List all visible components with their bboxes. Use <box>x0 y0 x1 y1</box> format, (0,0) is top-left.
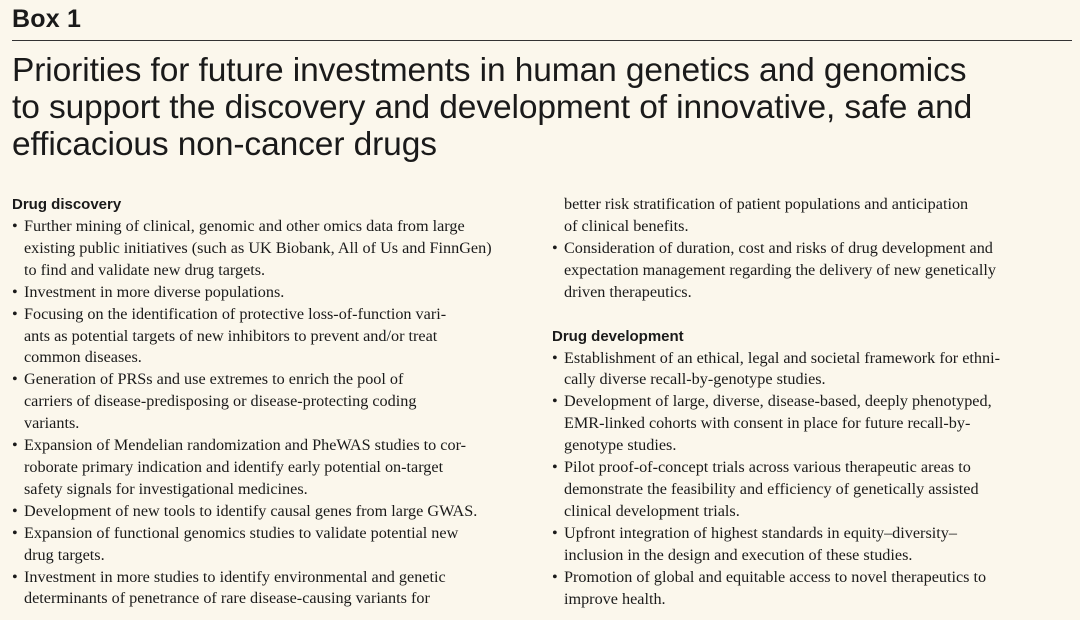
list-item <box>552 457 1074 523</box>
list-item-line: determinants of penetrance of rare disease-causing variants for <box>24 589 430 608</box>
list-item-line: Expansion of functional genomics studies to validate potential new <box>24 523 459 542</box>
bullet-marker: • <box>552 348 558 367</box>
list-item-line: ants as potential targets of new inhibitors to prevent and/or treat <box>24 326 438 345</box>
list-item <box>552 238 1074 304</box>
list-item-line: common diseases. <box>24 348 142 367</box>
list-item-line: driven therapeutics. <box>564 282 692 301</box>
right-column <box>552 194 1074 610</box>
list-item-line: variants. <box>24 414 80 433</box>
list-item-line: Development of new tools to identify causal genes from large GWAS. <box>24 501 478 520</box>
list-item-line: Promotion of global and equitable access to novel therapeutics to <box>564 567 987 586</box>
list-item-line: safety signals for investigational medicines. <box>24 479 308 498</box>
list-item-line: clinical development trials. <box>564 501 740 520</box>
list-item-line: Generation of PRSs and use extremes to enrich the pool of <box>24 370 404 389</box>
section-heading-drug-development: Drug development <box>552 327 684 345</box>
bullet-marker: • <box>12 567 18 586</box>
title-line: Priorities for future investments in human genetics and genomics <box>12 52 967 89</box>
bullet-marker: • <box>552 567 558 586</box>
bullet-marker: • <box>552 392 558 411</box>
bullet-marker: • <box>12 282 18 301</box>
list-item <box>12 304 532 370</box>
box-title <box>12 52 1076 163</box>
list-item-line: cally diverse recall-by-genotype studies. <box>564 370 826 389</box>
section-spacer <box>552 304 1074 326</box>
list-item <box>12 216 532 282</box>
list-item-line: genotype studies. <box>564 436 677 455</box>
title-line: efficacious non-cancer drugs <box>12 126 437 163</box>
list-item-line: Expansion of Mendelian randomization and PheWAS studies to cor- <box>24 436 467 455</box>
box-label: Box 1 <box>12 5 82 33</box>
list-item-line: Establishment of an ethical, legal and societal framework for ethni- <box>564 348 1001 367</box>
bullet-marker: • <box>12 436 18 455</box>
section-heading-drug-discovery: Drug discovery <box>12 196 122 213</box>
list-item-line: carriers of disease-predisposing or disease-protecting coding <box>24 392 417 411</box>
header-divider <box>12 40 1072 41</box>
list-item <box>12 435 532 501</box>
bullet-marker: • <box>12 370 18 389</box>
bullet-marker: • <box>12 217 18 235</box>
list-item-line: of clinical benefits. <box>564 216 689 235</box>
list-item-line: improve health. <box>564 589 666 608</box>
list-item-line: expectation management regarding the delivery of new genetically <box>564 260 996 279</box>
list-item <box>12 567 532 611</box>
list-item-line: demonstrate the feasibility and efficiency of genetically assisted <box>564 479 979 498</box>
bullet-marker: • <box>552 458 558 477</box>
bullet-marker: • <box>12 523 18 542</box>
list-item-line: Upfront integration of highest standards in equity–diversity– <box>564 523 957 542</box>
list-item <box>552 567 1074 611</box>
list-item <box>552 348 1074 392</box>
bullet-marker: • <box>12 304 18 323</box>
list-item-line: roborate primary indication and identify early potential on-target <box>24 457 444 476</box>
list-item-line: inclusion in the design and execution of these studies. <box>564 545 913 564</box>
list-item-line: Focusing on the identification of protective loss-of-function vari- <box>24 304 447 323</box>
list-item-line: existing public initiatives (such as UK Biobank, All of Us and FinnGen) <box>24 238 492 257</box>
bullet-marker: • <box>12 501 18 520</box>
list-item-line: Pilot proof-of-concept trials across various therapeutic areas to <box>564 458 971 477</box>
title-line: to support the discovery and development of innovative, safe and <box>12 89 973 126</box>
list-item-line: Further mining of clinical, genomic and other omics data from large <box>24 217 465 235</box>
bullet-marker: • <box>552 523 558 542</box>
list-item <box>12 501 532 523</box>
list-item <box>12 523 532 567</box>
list-item-line: Investment in more diverse populations. <box>24 282 285 301</box>
list-item-line: Development of large, diverse, disease-based, deeply phenotyped, <box>564 392 992 411</box>
list-item <box>12 369 532 435</box>
list-item-continuation <box>552 194 1074 238</box>
list-item-line: Investment in more studies to identify environmental and genetic <box>24 567 446 586</box>
list-item-line: EMR-linked cohorts with consent in place for future recall-by- <box>564 414 971 433</box>
left-column <box>12 194 532 610</box>
bullet-marker: • <box>552 238 558 257</box>
list-item-line: drug targets. <box>24 545 105 564</box>
list-item-line: Consideration of duration, cost and risks of drug development and <box>564 238 993 257</box>
list-item <box>552 391 1074 457</box>
list-item-line: to find and validate new drug targets. <box>24 260 266 279</box>
list-item <box>552 523 1074 567</box>
list-item-line: better risk stratification of patient populations and anticipation <box>564 195 969 213</box>
list-item <box>12 282 532 304</box>
